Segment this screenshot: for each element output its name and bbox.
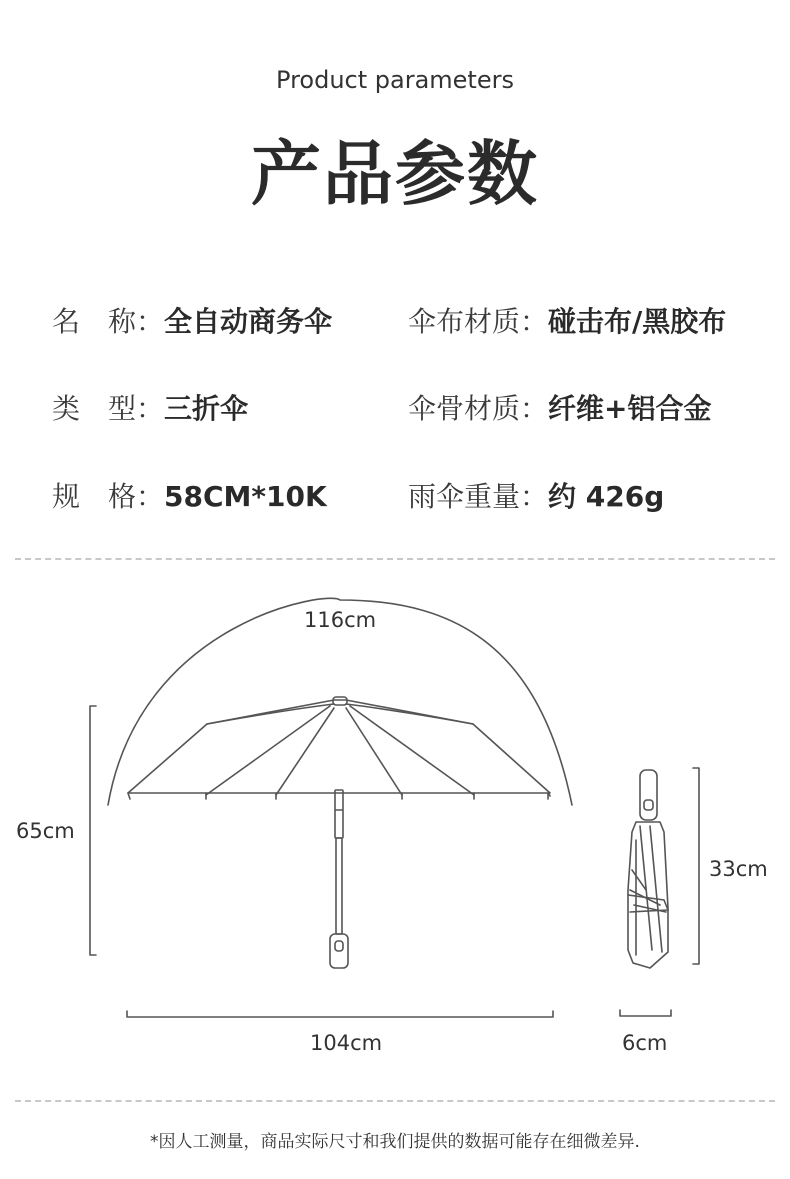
folded-width-label: 6cm	[622, 1031, 668, 1055]
param-spec-value: 58CM*10K	[164, 480, 327, 513]
param-canopy-material-value: 碰击布/黑胶布	[548, 305, 727, 338]
open-height-label: 65cm	[16, 819, 75, 843]
rib-tips	[128, 793, 548, 799]
handle-button	[335, 941, 343, 951]
open-width-label: 104cm	[310, 1031, 383, 1055]
page-title: 产品参数	[251, 133, 539, 215]
param-weight-label: 雨伞重量：	[408, 480, 549, 513]
umbrella-shaft-lower	[336, 838, 342, 934]
param-type-value: 三折伞	[164, 392, 249, 425]
width-bracket-open	[127, 1011, 553, 1017]
folded-handle	[640, 770, 657, 820]
folded-body-folds	[630, 826, 666, 955]
folded-handle-button	[644, 800, 653, 810]
param-spec-label: 规 格：	[52, 480, 165, 513]
param-weight-value: 约 426g	[548, 480, 665, 513]
param-rib-material-label: 伞骨材质：	[408, 392, 549, 425]
divider-bottom	[15, 1100, 775, 1102]
width-bracket-folded	[620, 1010, 671, 1016]
param-canopy-material-label: 伞布材质：	[408, 305, 549, 338]
umbrella-canopy	[128, 700, 550, 796]
arc-length-label: 116cm	[300, 608, 380, 632]
param-type-label: 类 型：	[52, 392, 165, 425]
top-ferrule	[333, 697, 347, 705]
height-bracket-open	[90, 706, 96, 955]
param-rib-material-value: 纤维+铝合金	[548, 392, 712, 425]
height-bracket-folded	[693, 768, 699, 964]
measurement-disclaimer: *因人工测量，商品实际尺寸和我们提供的数据可能存在细微差异.	[150, 1132, 640, 1152]
param-name-label: 名 称：	[52, 305, 165, 338]
subtitle: Product parameters	[276, 66, 514, 94]
umbrella-shaft	[335, 790, 343, 838]
folded-height-label: 33cm	[709, 857, 768, 881]
param-name-value: 全自动商务伞	[164, 305, 333, 338]
umbrella-ribs	[206, 704, 474, 795]
